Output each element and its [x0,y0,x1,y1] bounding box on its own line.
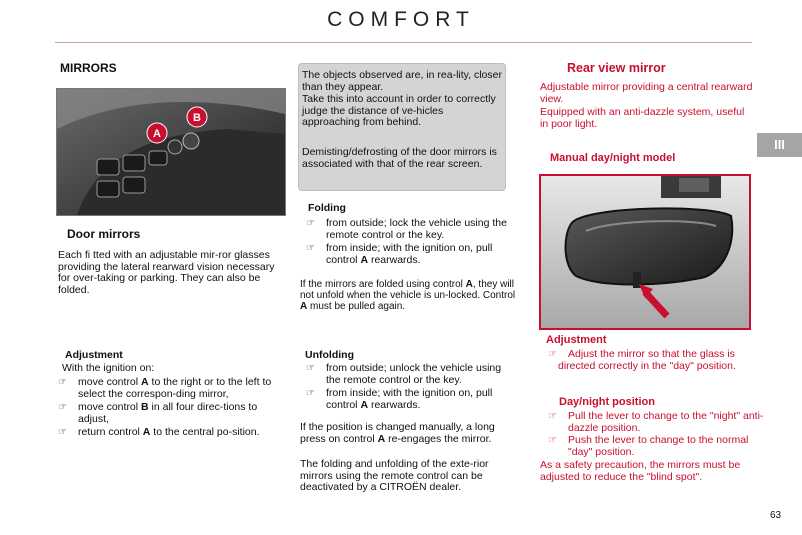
list-item: ☞ from outside; unlock the vehicle using the remote control or the key. [306,362,502,386]
door-mirrors-heading: Door mirrors [67,227,141,241]
note-text-3: Demisting/defrosting of the door mirrors is associated with that of the rear screen. [302,146,497,170]
pointing-hand-icon: ☞ [306,218,315,229]
note-text-2: Take this into account in order to correctly judge the distance of ve-hicles approaching from behind. [302,93,496,128]
pointing-hand-icon: ☞ [306,243,315,254]
pointing-hand-icon: ☞ [548,411,557,422]
label-b: B [193,112,201,124]
label-a: A [153,128,161,140]
unfolding-list [306,363,512,411]
pointing-hand-icon: ☞ [306,363,315,374]
page-title: COMFORT [327,8,475,31]
rear-mirror-photo [539,174,751,330]
rear-view-intro-1: Adjustable mirror providing a central rearward view. [540,81,753,105]
door-controls-illustration [57,89,285,215]
title-divider [55,42,752,43]
adjustment-heading: Adjustment [65,349,123,361]
pointing-hand-icon: ☞ [548,435,557,446]
rear-adjustment-heading: Adjustment [546,334,607,346]
folding-list [306,218,512,266]
page-number: 63 [770,510,782,521]
rear-view-mirror-heading: Rear view mirror [567,61,666,75]
list-item: ☞ from inside; with the ignition on, pull control A rearwards. [306,242,493,266]
day-night-list [548,411,766,458]
day-night-heading: Day/night position [559,396,655,408]
unfolding-heading: Unfolding [305,349,354,361]
unfolding-final: The folding and unfolding of the exte-rior mirrors using the remote control can be deactivated by a CITROËN dealer. [300,458,489,493]
list-item: ☞ move control A to the right or to the left to select the correspon-ding mirror, [58,376,272,400]
pointing-hand-icon: ☞ [306,388,315,399]
note-text-1: The objects observed are, in rea-lity, closer than they appear. [302,69,502,93]
rear-view-intro-2: Equipped with an anti-dazzle system, useful in poor light. [540,106,745,130]
pointing-hand-icon: ☞ [58,402,67,413]
door-controls-photo [56,88,286,216]
folding-heading: Folding [308,202,346,214]
list-item: ☞ from inside; with the ignition on, pull control A rearwards. [306,387,493,411]
safety-note: As a safety precaution, the mirrors must be adjusted to reduce the "blind spot". [540,459,741,483]
adjustment-intro: With the ignition on: [62,362,155,374]
pointing-hand-icon: ☞ [58,377,67,388]
pointing-hand-icon: ☞ [548,349,557,360]
manual-model-heading: Manual day/night model [550,152,676,164]
rear-mirror-illustration [541,176,749,328]
mirrors-heading: MIRRORS [60,61,117,75]
rear-adjustment-list [548,349,752,372]
unfolding-note: If the position is changed manually, a long press on control A re-engages the mirror. [300,421,495,445]
folding-note: If the mirrors are folded using control A, they will not unfold when the vehicle is un-locked. Control A must be pulled again. [300,279,516,312]
adjustment-list [58,377,272,439]
list-item: ☞ Adjust the mirror so that the glass is directed correctly in the "day" position. [548,348,736,372]
list-item: ☞ move control B in all four direc-tions to adjust, [58,401,258,425]
pointing-hand-icon: ☞ [58,427,67,438]
list-item: ☞ from outside; lock the vehicle using the remote control or the key. [306,217,507,241]
door-mirrors-text: Each fi tted with an adjustable mir-ror glasses providing the lateral rearward vision necessary for over-taking or parking. They can also be folded. [58,249,275,296]
list-item: ☞ Pull the lever to change to the "night" anti-dazzle position. [548,410,764,434]
section-tab: III [757,133,802,157]
list-item: ☞ return control A to the central po-sition. [58,426,260,438]
list-item: ☞ Push the lever to change to the normal "day" position. [548,434,749,458]
